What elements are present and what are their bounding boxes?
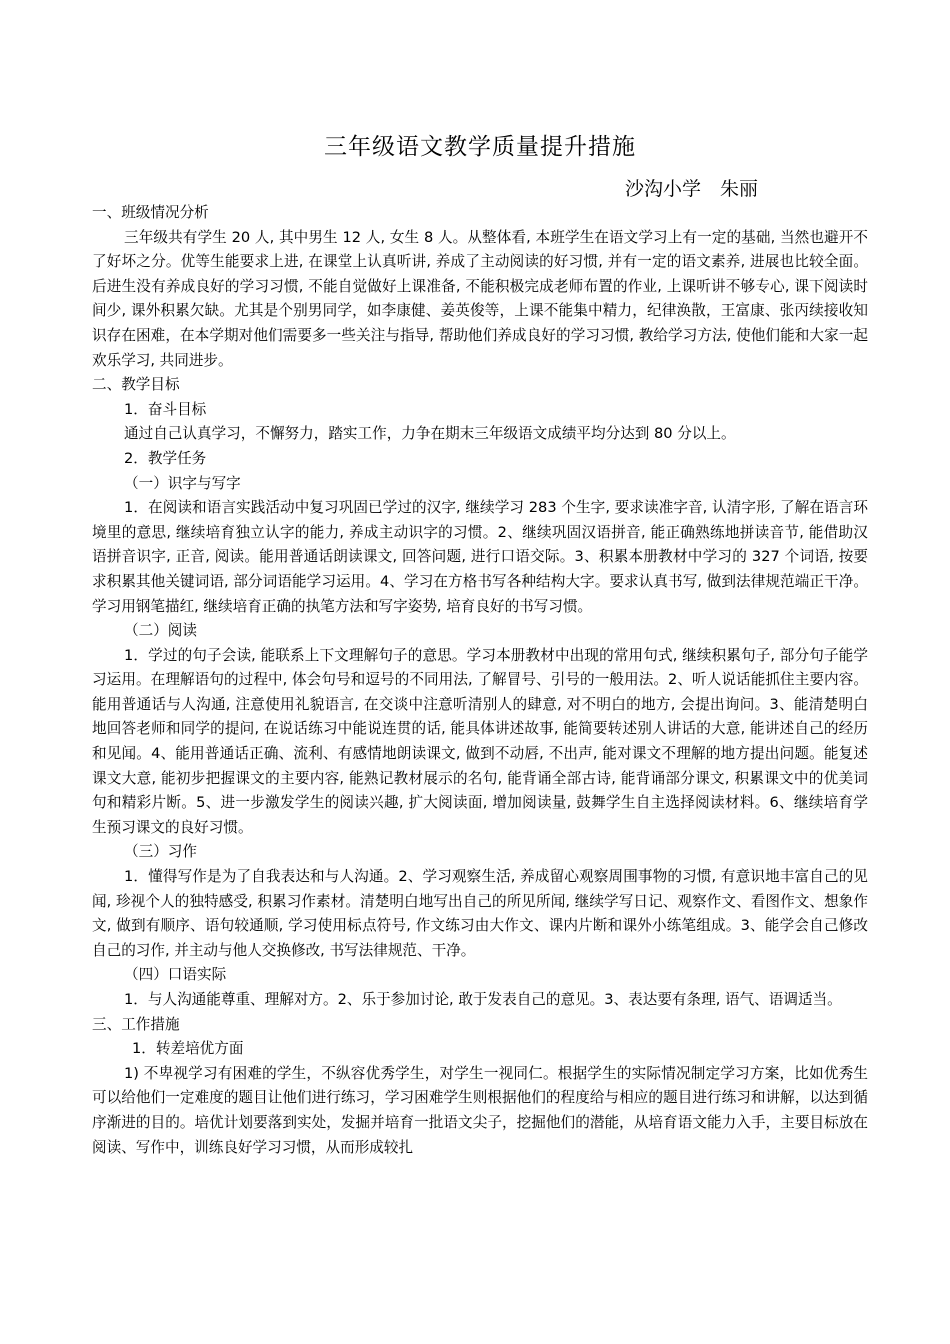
subsection-heading: （三）习作 xyxy=(124,843,197,861)
subsection-heading: 1．转差培优方面 xyxy=(132,1040,244,1058)
subsection-heading: （二）阅读 xyxy=(124,622,197,640)
paragraph: 1．在阅读和语言实践活动中复习巩固已学过的汉字, 继续学习 283 个生字, 要求读准字音, 认清字形, 了解在语言环境里的意思, 继续培育独立认字的能力, 养成主动识字的习惯。2、继续巩固汉语拼音, 能正确熟练地拼读音节, 能借助汉语拼音识字, 正音, 阅读。能用普通话朗读课文, 回答问题, 进行口语交际。3、积累本册教材中学习的 327 个词语, 按要求积累其他关键词语, 部分词语能学习运用。4、学习在方格书写各种结构大字。要求认真书写, 做到法律规范端正干净。学习用钢笔描红, 继续培育正确的执笔方法和写字姿势, 培育良好的书写习惯。 xyxy=(92,499,868,615)
section-heading: 二、教学目标 xyxy=(92,376,180,394)
section-heading: 一、班级情况分析 xyxy=(92,204,209,221)
document-body xyxy=(92,201,868,1160)
paragraph: 通过自己认真学习，不懈努力，踏实工作，力争在期末三年级语文成绩平均分达到 80 分以上。 xyxy=(124,425,736,443)
section-heading: 三、工作措施 xyxy=(92,1015,180,1033)
subsection-heading: 1．奋斗目标 xyxy=(124,400,207,418)
paragraph: 1) 不卑视学习有困难的学生，不纵容优秀学生，对学生一视同仁。根据学生的实际情况制定学习方案，比如优秀生可以给他们一定难度的题目让他们进行练习，学习困难学生则根据他们的程度给与相应的题目进行练习和讲解，以达到循序渐进的目的。培优计划要落到实处，发掘并培育一批语文尖子，挖掘他们的潜能，从培育语文能力入手，主要目标放在阅读、写作中，训练良好学习习惯，从而形成较扎 xyxy=(92,1064,868,1156)
paragraph: 三年级共有学生 20 人, 其中男生 12 人, 女生 8 人。从整体看, 本班学生在语文学习上有一定的基础, 当然也避开不了好坏之分。优等生能要求上进, 在课堂上认真听讲, 养成了主动阅读的好习惯, 并有一定的语文素养, 进展也比较全面。后进生没有养成良好的学习习惯, 不能自觉做好上课准备, 不能积极完成老师布置的作业, 上课听讲不够专心, 课下阅读时间少, 课外积累欠缺。尤其是个别男同学，如李康健、姜英俊等，上课不能集中精力，纪律涣散，王富康、张丙续接收知识存在困难，在本学期对他们需要多一些关注与指导, 帮助他们养成良好的学习习惯, 教给学习方法, 使他们能和大家一起欢乐学习, 共同进步。 xyxy=(92,228,868,369)
paragraph: 1．学过的句子会读, 能联系上下文理解句子的意思。学习本册教材中出现的常用句式, 继续积累句子, 部分句子能学习运用。在理解语句的过程中, 体会句号和逗号的不同用法, 了解冒号、引号的一般用法。2、听人说话能抓住主要内容。能用普通话与人沟通, 注意使用礼貌语言, 在交谈中注意听清别人的肆意, 对不明白的地方, 会提出询问。3、能清楚明白地回答老师和同学的提问, 在说话练习中能说连贯的话, 能具体讲述故事, 能简要转述别人讲话的大意, 能讲述自己的经历和见闻。4、能用普通话正确、流利、有感情地朗读课文, 做到不动唇, 不出声, 能对课文不理解的地方提出问题。能复述课文大意, 能初步把握课文的主要内容, 能熟记教材展示的名句, 能背诵全部古诗, 能背诵部分课文, 积累课文中的优美词句和精彩片断。5、进一步激发学生的阅读兴趣, 扩大阅读面, 增加阅读量, 鼓舞学生自主选择阅读材料。6、继续培育学生预习课文的良好习惯。 xyxy=(92,646,868,836)
author-line: 沙沟小学 朱丽 xyxy=(625,178,759,200)
subsection-heading: 2．教学任务 xyxy=(124,449,207,467)
subsection-heading: （四）口语实际 xyxy=(124,966,227,984)
subsection-heading: （一）识字与写字 xyxy=(124,474,241,492)
document-title: 三年级语文教学质量提升措施 xyxy=(324,134,636,160)
paragraph: 1．与人沟通能尊重、理解对方。2、乐于参加讨论, 敢于发表自己的意见。3、表达要有条理, 语气、语调适当。 xyxy=(124,991,842,1008)
paragraph: 1．懂得写作是为了自我表达和与人沟通。2、学习观察生活, 养成留心观察周围事物的习惯, 有意识地丰富自己的见闻, 珍视个人的独特感受, 积累习作素材。清楚明白地写出自己的所见所闻, 继续学写日记、观察作文、看图作文、想象作文, 做到有顺序、语句较通顺, 学习使用标点符号, 作文练习由大作文、课内片断和课外小练笔组成。3、能学会自己修改自己的习作, 并主动与他人交换修改, 书写法律规范、干净。 xyxy=(92,868,868,959)
